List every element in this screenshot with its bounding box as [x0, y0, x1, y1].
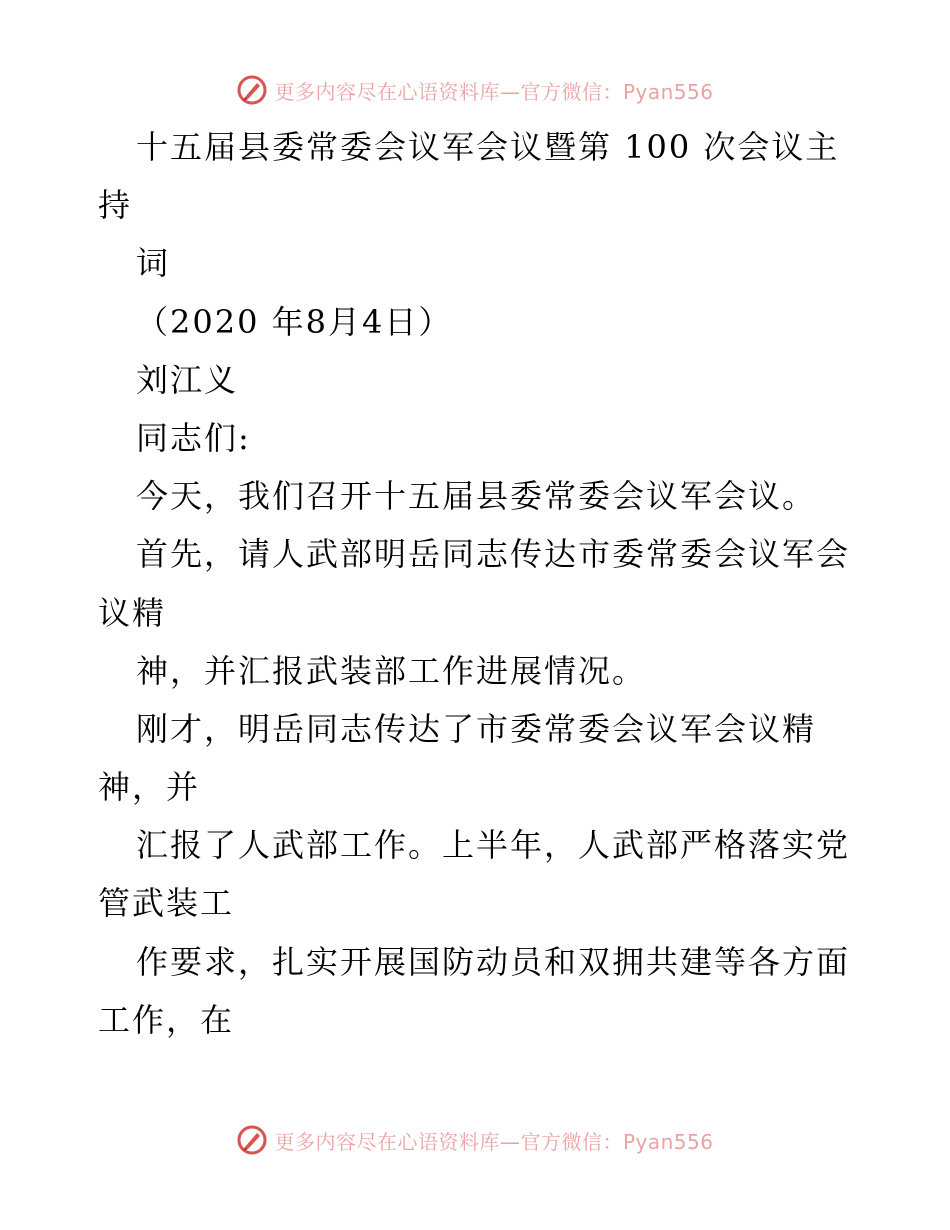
pen-logo-icon [236, 74, 268, 106]
text-line: 持 [98, 186, 133, 225]
footer-watermark [0, 1124, 950, 1156]
pen-logo-icon [236, 1124, 268, 1156]
text-line: 神，并汇报武装部工作进展情况。 [136, 651, 647, 690]
text-line: 工作，在 [98, 1000, 235, 1039]
text-line: （2020 年8月4日） [136, 302, 453, 341]
text-line: 十五届县委常委会议军会议暨第 100 次会议主 [136, 128, 840, 166]
text-line: 汇报了人武部工作。上半年，人武部严格落实党 [136, 826, 851, 865]
document-body [98, 118, 868, 1049]
text-line: 刚才，明岳同志传达了市委常委会议军会议精 [136, 709, 817, 748]
text-line: 管武装工 [98, 884, 235, 923]
text-line: 神，并 [98, 768, 201, 807]
text-line: 首先，请人武部明岳同志传达市委常委会议军会 [136, 535, 851, 574]
text-line: 作要求，扎实开展国防动员和双拥共建等各方面 [136, 942, 851, 981]
watermark-text: 更多内容尽在心语资料库—官方微信：Pyan556 [274, 79, 714, 104]
text-line: 今天，我们召开十五届县委常委会议军会议。 [136, 477, 817, 516]
text-line: 刘江义 [136, 360, 239, 399]
text-line: 同志们: [136, 418, 251, 457]
header-watermark [0, 74, 950, 106]
text-line: 议精 [98, 593, 167, 632]
text-line: 词 [136, 244, 171, 283]
watermark-text: 更多内容尽在心语资料库—官方微信：Pyan556 [274, 1129, 714, 1154]
